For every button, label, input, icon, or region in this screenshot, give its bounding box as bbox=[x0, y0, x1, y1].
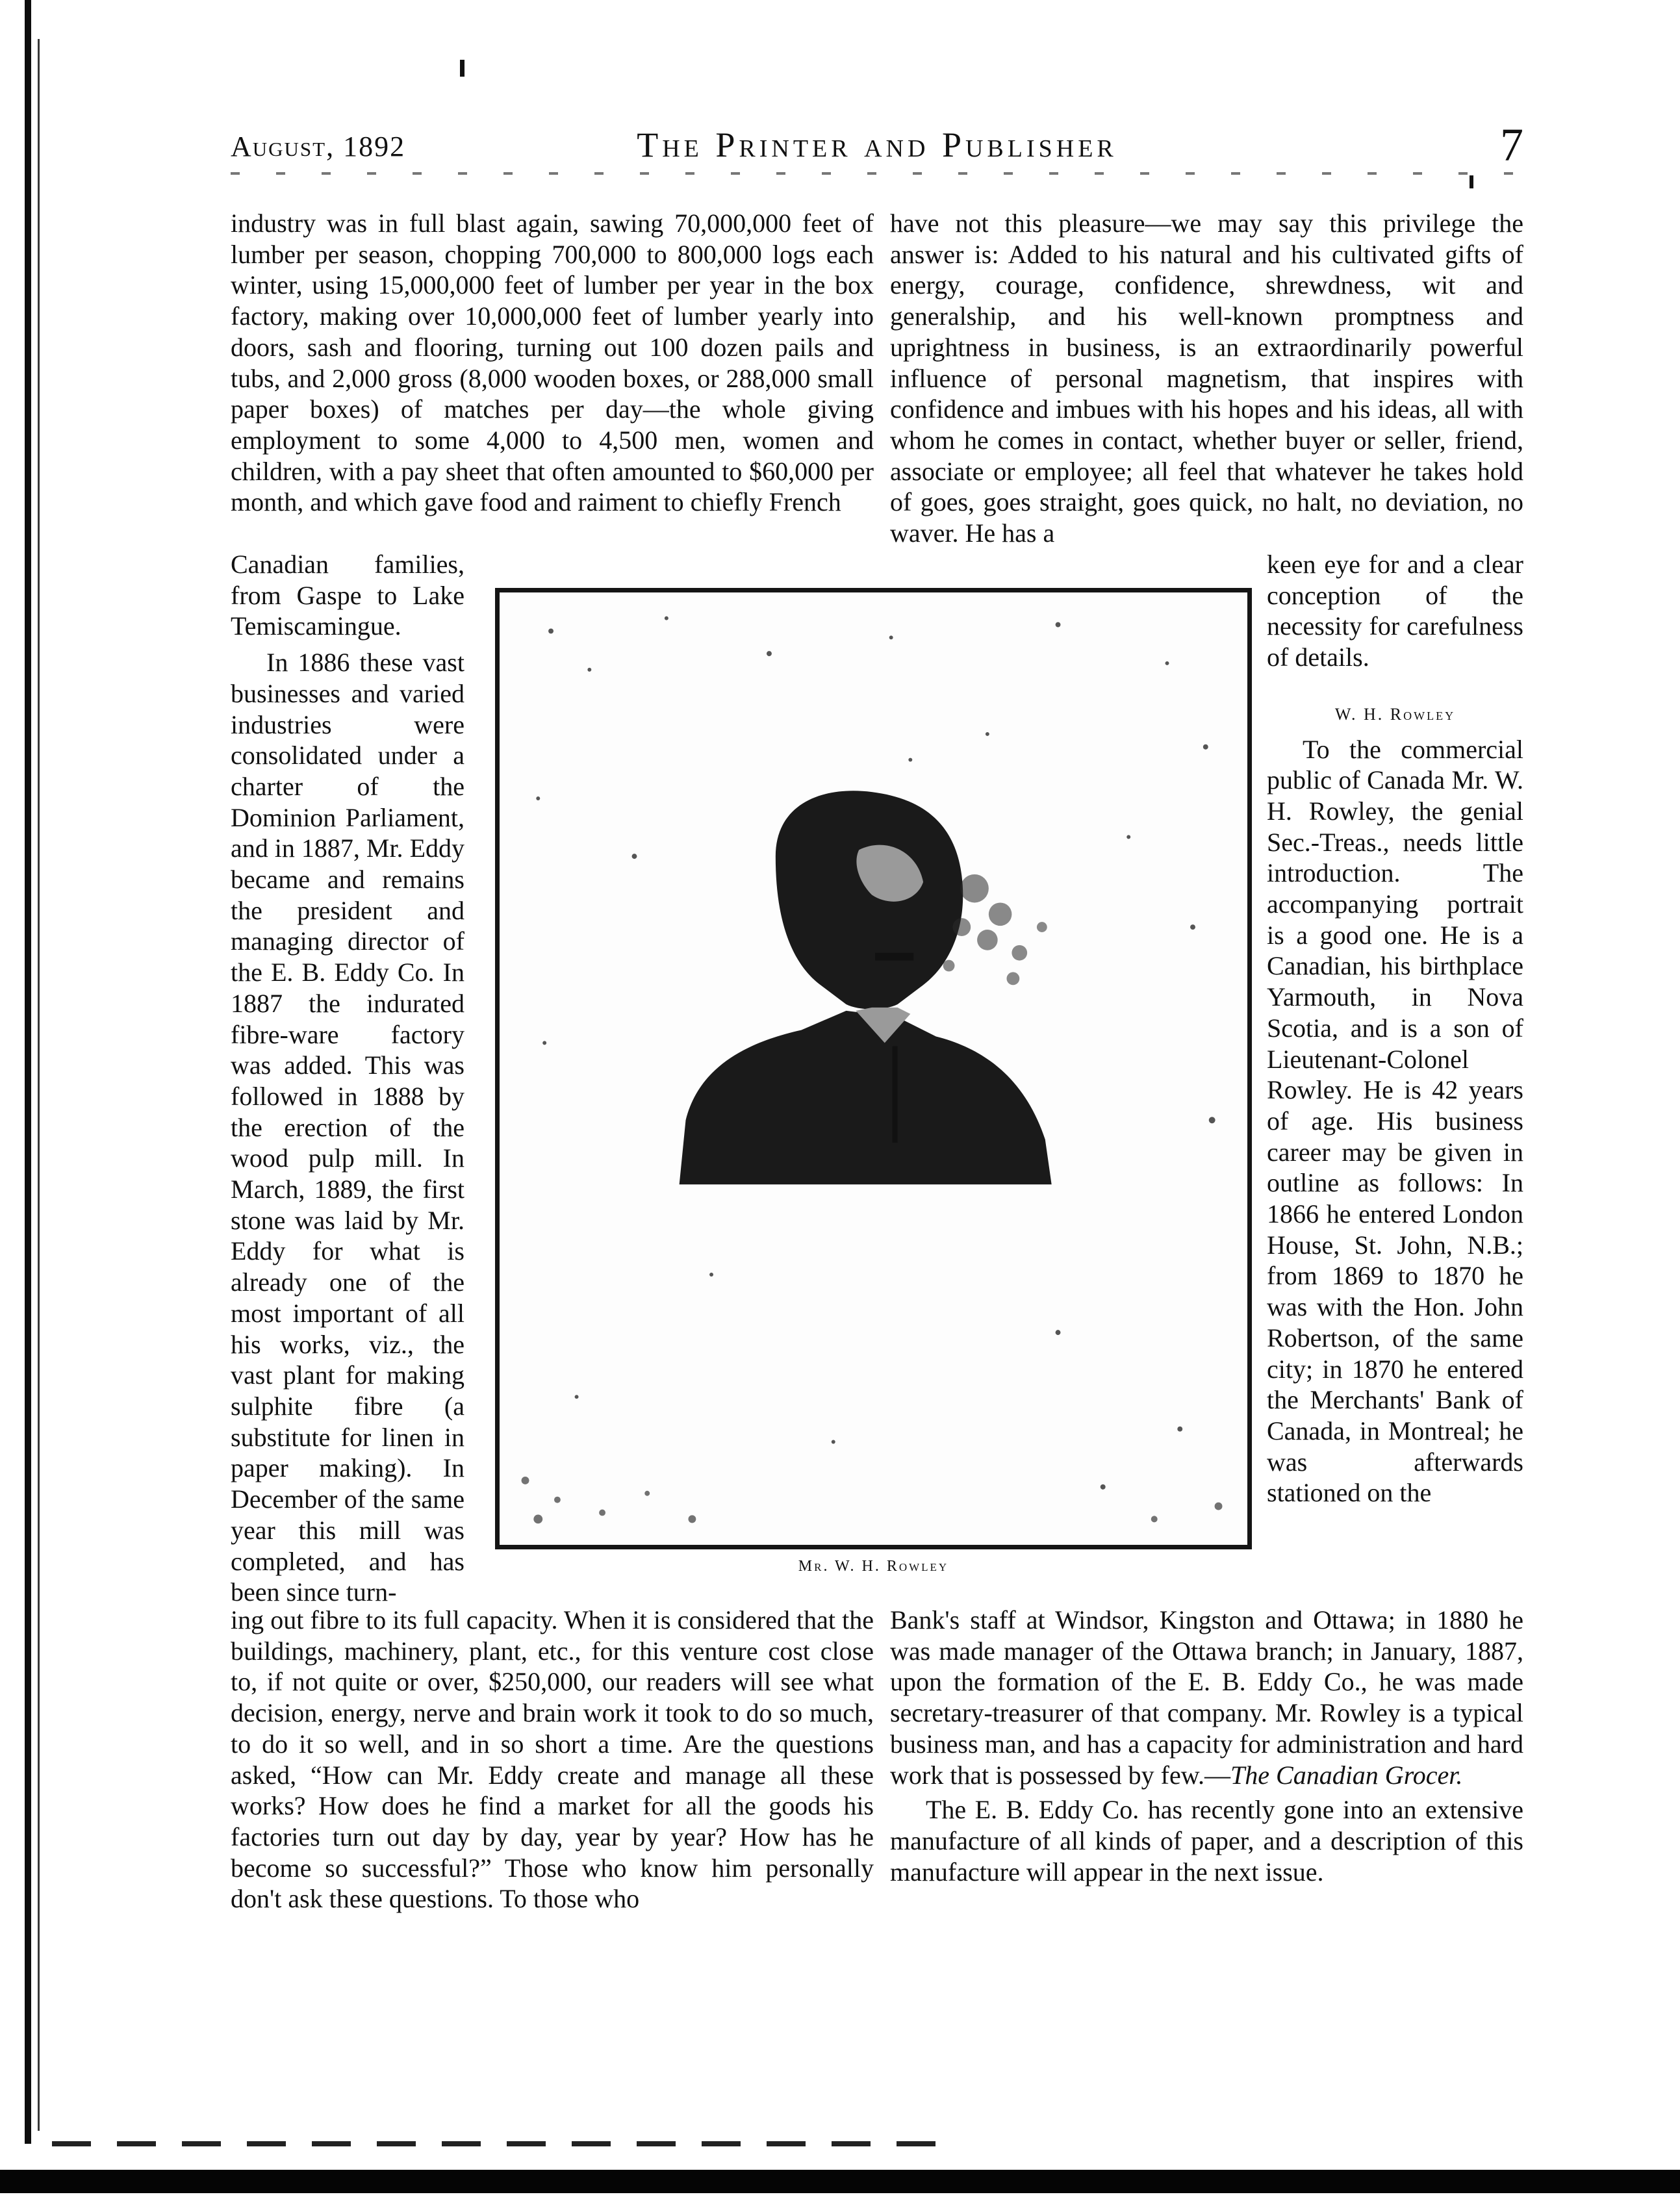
column-2-top-text bbox=[890, 208, 1523, 549]
paragraph: In 1886 these vast businesses and varied industries were consolidated under a charter of the Dominion Parliament, and in 1887, Mr. Eddy became and remains the president and managing director of the E. B. Eddy Co. In 1887 the indurated fibre-ware factory was added. This was followed in 1888 by the erection of the wood pulp mill. In March, 1889, the first stone was laid by Mr. Eddy for what is already one of the most important of all his works, viz., the vast plant for making sulphite fibre (a substitute for linen in paper making). In December of the same year this mill was completed, and has been since turn- bbox=[231, 648, 465, 1607]
paragraph bbox=[890, 1605, 1523, 1790]
section-subheading: W. H. Rowley bbox=[1334, 704, 1456, 724]
column-2-bottom-text bbox=[890, 1605, 1523, 1887]
column-1-narrow-text bbox=[231, 549, 465, 1608]
portrait-illustration bbox=[500, 592, 1247, 1545]
left-margin-rule bbox=[25, 0, 31, 2144]
source-citation: The Canadian Grocer. bbox=[1230, 1760, 1463, 1790]
page-header bbox=[231, 118, 1523, 177]
paragraph: have not this pleasure—we may say this privilege the answer is: Added to his natural and his cultivated gifts of energy, courage, confidence, shrewdness, wit and generalship, and his well-known promptness and uprightness in business, is an extraordinarily powerful influence of personal magnetism, that inspires with confidence and imbues with his hopes and his ideas, all with whom he comes in contact, whether buyer or seller, friend, associate or employee; all feel that whatever he takes hold of goes, goes straight, goes quick, no halt, no deviation, no waver. He has a bbox=[890, 209, 1523, 548]
column-2-narrow-text bbox=[1267, 549, 1523, 1508]
paragraph: keen eye for and a clear conception of the necessity for carefulness of details. bbox=[1267, 550, 1523, 672]
publication-title: The Printer and Publisher bbox=[637, 125, 1117, 164]
page-number: 7 bbox=[1500, 119, 1523, 171]
column-1-bottom-text bbox=[231, 1605, 874, 1914]
scan-speck bbox=[1470, 175, 1473, 188]
scan-speck bbox=[460, 60, 465, 77]
portrait-image bbox=[495, 588, 1252, 1549]
header-dotted-rule bbox=[231, 172, 1523, 175]
portrait-caption: Mr. W. H. Rowley bbox=[798, 1558, 949, 1575]
left-margin-hairline bbox=[38, 39, 40, 2131]
paragraph: ing out fibre to its full capacity. When it is considered that the buildings, machinery, plant, etc., for this venture cost close to, if not quite or over, $250,000, our readers will see what decision, energy, nerve and brain work it took to do so much, to do it so well, and in so short a time. Are the questions asked, “How can Mr. Eddy create and manage all these works? How does he find a market for all the goods his factories turn out day by day, year by year? How has he become so successful?” Those who know him personally don't ask these questions. To those who bbox=[231, 1605, 874, 1914]
paragraph: industry was in full blast again, sawing 70,000,000 feet of lumber per season, chopping 700,000 to 800,000 logs each winter, using 15,000,000 feet of lumber per year in the box factory, making over 10,000,000 feet of lumber yearly into doors, sash and flooring, turning out 100 dozen pails and tubs, and 2,000 gross (8,000 wooden boxes, or 288,000 small paper boxes) of matches per day—the whole giving employment to some 4,000 to 4,500 men, women and children, with a pay sheet that often amounted to $60,000 per month, and which gave food and raiment to chiefly French bbox=[231, 209, 874, 517]
paragraph: To the commercial public of Canada Mr. W. H. Rowley, the genial Sec.-Treas., needs little introduction. The accompanying portrait is a good one. He is a Canadian, his birthplace Yarmouth, in Nova Scotia, and is a son of Lieutenant-Colonel Rowley. He is 42 years of age. His business career may be given in outline as follows: In 1866 he entered London House, St. John, N.B.; from 1869 to 1870 he was with the Hon. John Robertson, of the same city; in 1870 he entered the Merchants' Bank of Canada, in Montreal; he was afterwards stationed on the bbox=[1267, 734, 1523, 1508]
paragraph: Canadian families, from Gaspe to Lake Temiscamingue. bbox=[231, 550, 465, 641]
column-1-top-text bbox=[231, 208, 874, 518]
bottom-scan-border bbox=[0, 2170, 1680, 2193]
bottom-dashed-rule bbox=[52, 2141, 961, 2146]
issue-date: August, 1892 bbox=[231, 131, 406, 162]
paragraph: The E. B. Eddy Co. has recently gone into an extensive manufacture of all kinds of paper, and a description of this manufacture will appear in the next issue. bbox=[890, 1795, 1523, 1887]
paragraph-text: Bank's staff at Windsor, Kingston and Ottawa; in 1880 he was made manager of the Ottawa branch; in January, 1887, upon the formation of the E. B. Eddy Co., he was made secretary-treasurer of that company. Mr. Rowley is a typical business man, and has a capacity for administration and hard work that is possessed by few.— bbox=[890, 1605, 1523, 1790]
